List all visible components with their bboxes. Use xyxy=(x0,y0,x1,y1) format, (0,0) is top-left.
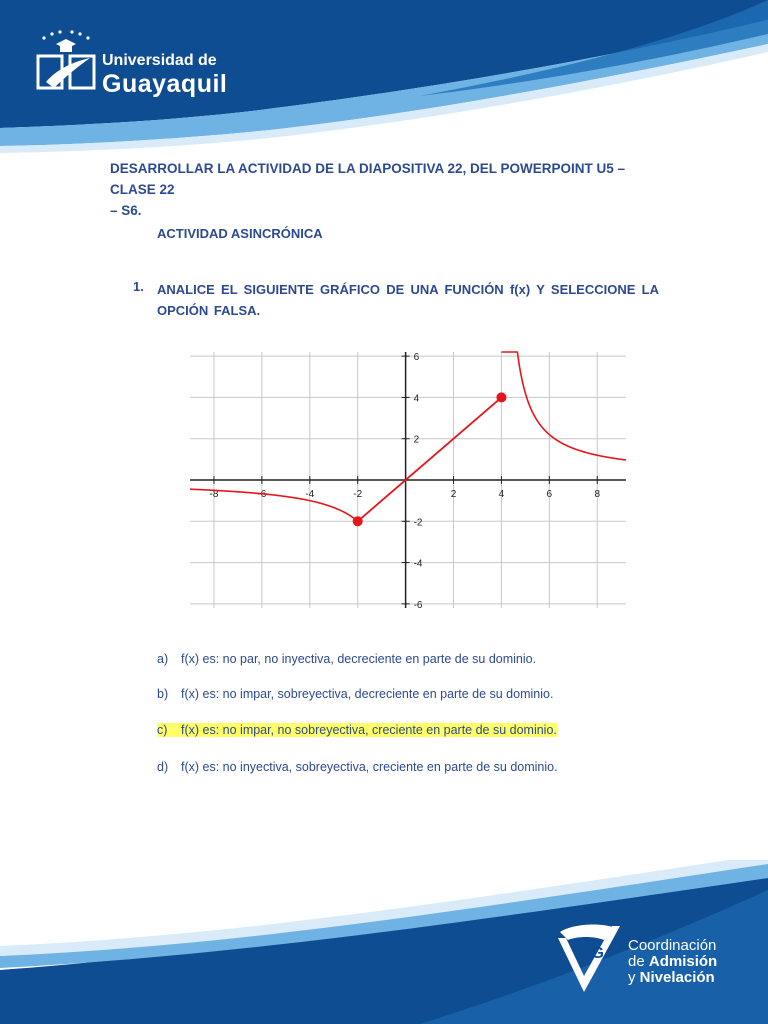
function-graph xyxy=(188,348,628,614)
university-crest-icon xyxy=(32,30,100,98)
option-d-text: f(x) es: no inyectiva, sobreyectiva, creciente en parte de su dominio. xyxy=(181,760,558,774)
closed-point xyxy=(353,516,363,526)
activity-title-line2: – S6. xyxy=(110,203,142,218)
series-segment xyxy=(358,397,502,521)
y-tick-label: -2 xyxy=(413,517,423,529)
svg-text:UG: UG xyxy=(580,945,604,962)
y-tick-label: -4 xyxy=(413,558,423,570)
activity-title xyxy=(110,158,670,221)
x-tick-label: 6 xyxy=(546,489,553,500)
option-d-letter: d) xyxy=(157,760,169,774)
x-tick-label: -2 xyxy=(353,489,363,500)
coordination-line1: Coordinación xyxy=(628,937,717,954)
y-tick-label: 2 xyxy=(413,434,420,446)
x-tick-label: 4 xyxy=(498,489,505,500)
coordination-line2-bold: Admisión xyxy=(648,953,718,970)
option-b-text: f(x) es: no impar, sobreyectiva, decreciente en parte de su dominio. xyxy=(181,687,554,701)
option-b[interactable] xyxy=(157,687,553,701)
option-d[interactable] xyxy=(157,760,558,774)
x-tick-label: 2 xyxy=(450,489,457,500)
coordination-line2-prefix: de xyxy=(628,953,649,970)
option-a-text: f(x) es: no par, no inyectiva, decreciente en parte de su dominio. xyxy=(181,652,537,666)
activity-title-line1: DESARROLLAR LA ACTIVIDAD DE LA DIAPOSITIVA 22, DEL POWERPOINT U5 – CLASE 22 xyxy=(110,161,626,197)
option-a[interactable] xyxy=(157,652,536,666)
coordination-line2 xyxy=(628,954,717,970)
y-tick-label: 4 xyxy=(413,393,420,405)
coordination-logo xyxy=(554,918,754,998)
coordination-line3-prefix: y xyxy=(628,969,640,986)
x-tick-label: -6 xyxy=(257,489,267,500)
series-curve xyxy=(501,352,626,460)
university-name-line2: Guayaquil xyxy=(102,70,228,98)
closed-point xyxy=(496,392,506,402)
x-tick-label: -8 xyxy=(209,489,219,500)
activity-subtitle: ACTIVIDAD ASINCRÓNICA xyxy=(157,226,323,241)
y-tick-label: -6 xyxy=(413,599,423,611)
coordination-line3-bold: Nivelación xyxy=(639,969,715,986)
coordination-line3 xyxy=(628,970,715,986)
x-tick-label: 8 xyxy=(594,489,601,500)
y-tick-label: 6 xyxy=(413,352,420,364)
university-logo xyxy=(32,30,232,100)
question-number: 1. xyxy=(133,279,144,294)
option-c-letter: c) xyxy=(157,723,181,737)
question-text: ANALICE EL SIGUIENTE GRÁFICO DE UNA FUNCIÓN f(x) Y SELECCIONE LA OPCIÓN FALSA. xyxy=(157,282,659,318)
option-a-letter: a) xyxy=(157,652,169,666)
university-name-line1: Universidad de xyxy=(102,52,217,69)
x-tick-label: -4 xyxy=(305,489,315,500)
option-c[interactable] xyxy=(157,723,557,737)
option-c-text: f(x) es: no impar, no sobreyectiva, creciente en parte de su dominio. xyxy=(181,723,557,737)
ug-check-icon xyxy=(554,918,624,998)
option-b-letter: b) xyxy=(157,687,169,701)
